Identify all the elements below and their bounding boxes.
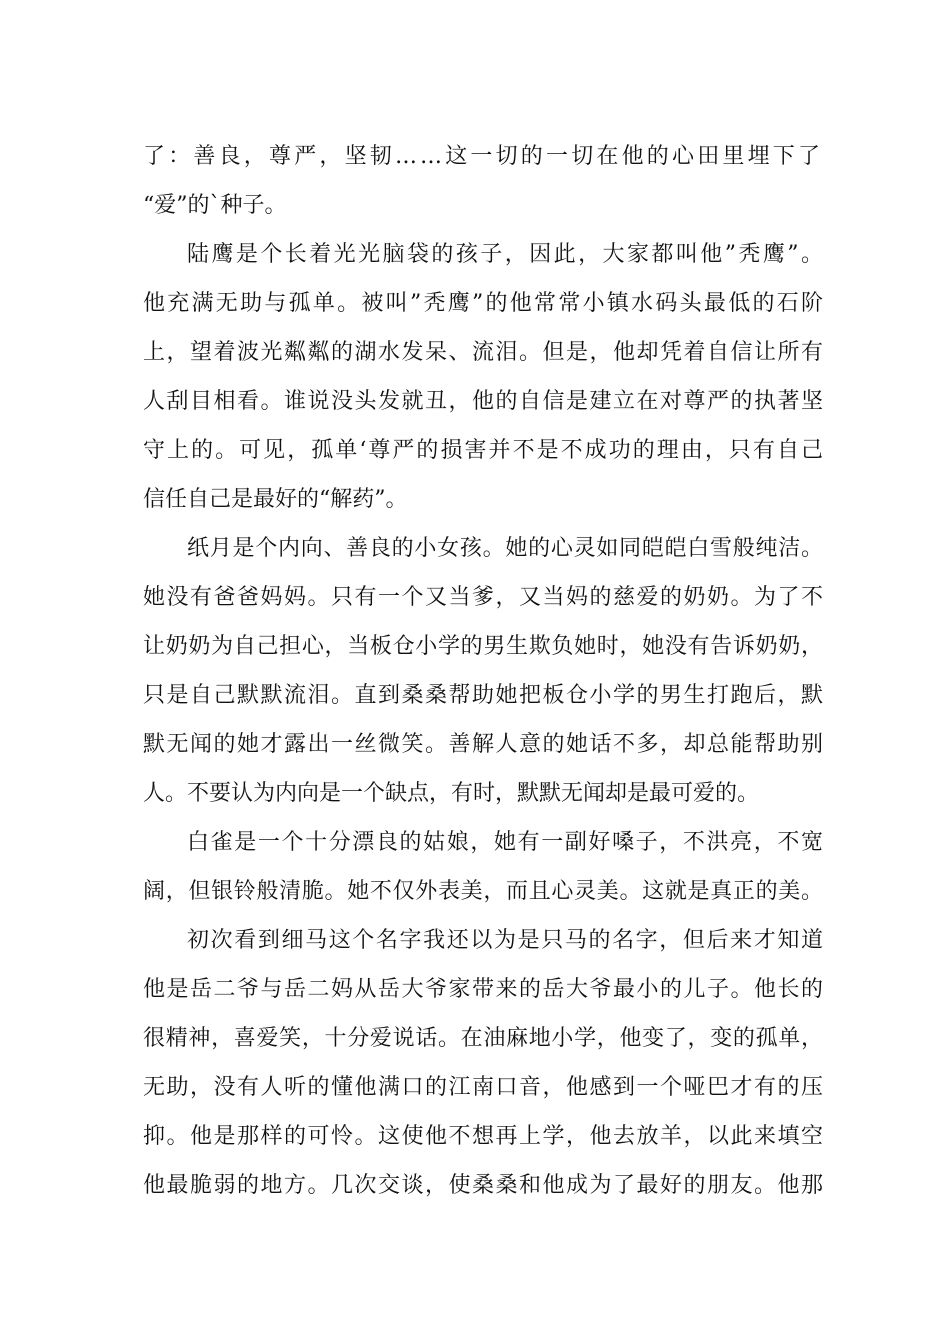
paragraph-start-line: 纸月是个内向、善良的小女孩。她的心灵如同皑皑白雪般纯洁。 <box>187 536 823 561</box>
text-line: 他充满无助与孤单。被叫”秃鹰”的他常常小镇水码头最低的石阶 <box>143 291 823 316</box>
document-body <box>143 132 823 1210</box>
text-line: 阔，但银铃般清脆。她不仅外表美，而且心灵美。这就是真正的美。 <box>143 879 823 904</box>
text-line: 他是岳二爷与岳二妈从岳大爷家带来的岳大爷最小的儿子。他长的 <box>143 977 823 1002</box>
text-line: 上，望着波光粼粼的湖水发呆、流泪。但是，他却凭着自信让所有 <box>143 340 823 365</box>
paragraph-start-line: 初次看到细马这个名字我还以为是只马的名字，但后来才知道 <box>187 928 823 953</box>
paragraph-start-line: 白雀是一个十分漂良的姑娘，她有一副好嗓子，不洪亮，不宽 <box>187 830 823 855</box>
paragraph-start-line: 陆鹰是个长着光光脑袋的孩子，因此，大家都叫他”秃鹰”。 <box>187 242 823 267</box>
text-line: 守上的。可见，孤单‘尊严的损害并不是不成功的理由，只有自己 <box>143 438 823 463</box>
text-line: 很精神，喜爱笑，十分爱说话。在油麻地小学，他变了，变的孤单， <box>143 1026 823 1051</box>
text-line: 只是自己默默流泪。直到桑桑帮助她把板仓小学的男生打跑后，默 <box>143 683 823 708</box>
text-line: 抑。他是那样的可怜。这使他不想再上学，他去放羊，以此来填空 <box>143 1124 823 1149</box>
text-line: 了：善良，尊严，坚韧……这一切的一切在他的心田里埋下了 <box>143 144 823 169</box>
text-line: 默无闻的她才露出一丝微笑。善解人意的她话不多，却总能帮助别 <box>143 732 823 757</box>
text-line: 他最脆弱的地方。几次交谈，使桑桑和他成为了最好的朋友。他那 <box>143 1173 823 1198</box>
text-line: “爱”的`种子。 <box>143 193 287 218</box>
text-line: 人刮目相看。谁说没头发就丑，他的自信是建立在对尊严的执著坚 <box>143 389 823 414</box>
text-line: 她没有爸爸妈妈。只有一个又当爹，又当妈的慈爱的奶奶。为了不 <box>143 585 823 610</box>
text-line: 无助，没有人听的懂他满口的江南口音，他感到一个哑巴才有的压 <box>143 1075 823 1100</box>
text-line: 让奶奶为自己担心，当板仓小学的男生欺负她时，她没有告诉奶奶， <box>143 634 823 659</box>
text-line: 信任自己是最好的“解药”。 <box>143 487 408 512</box>
text-line: 人。不要认为内向是一个缺点，有时，默默无闻却是最可爱的。 <box>143 781 760 806</box>
